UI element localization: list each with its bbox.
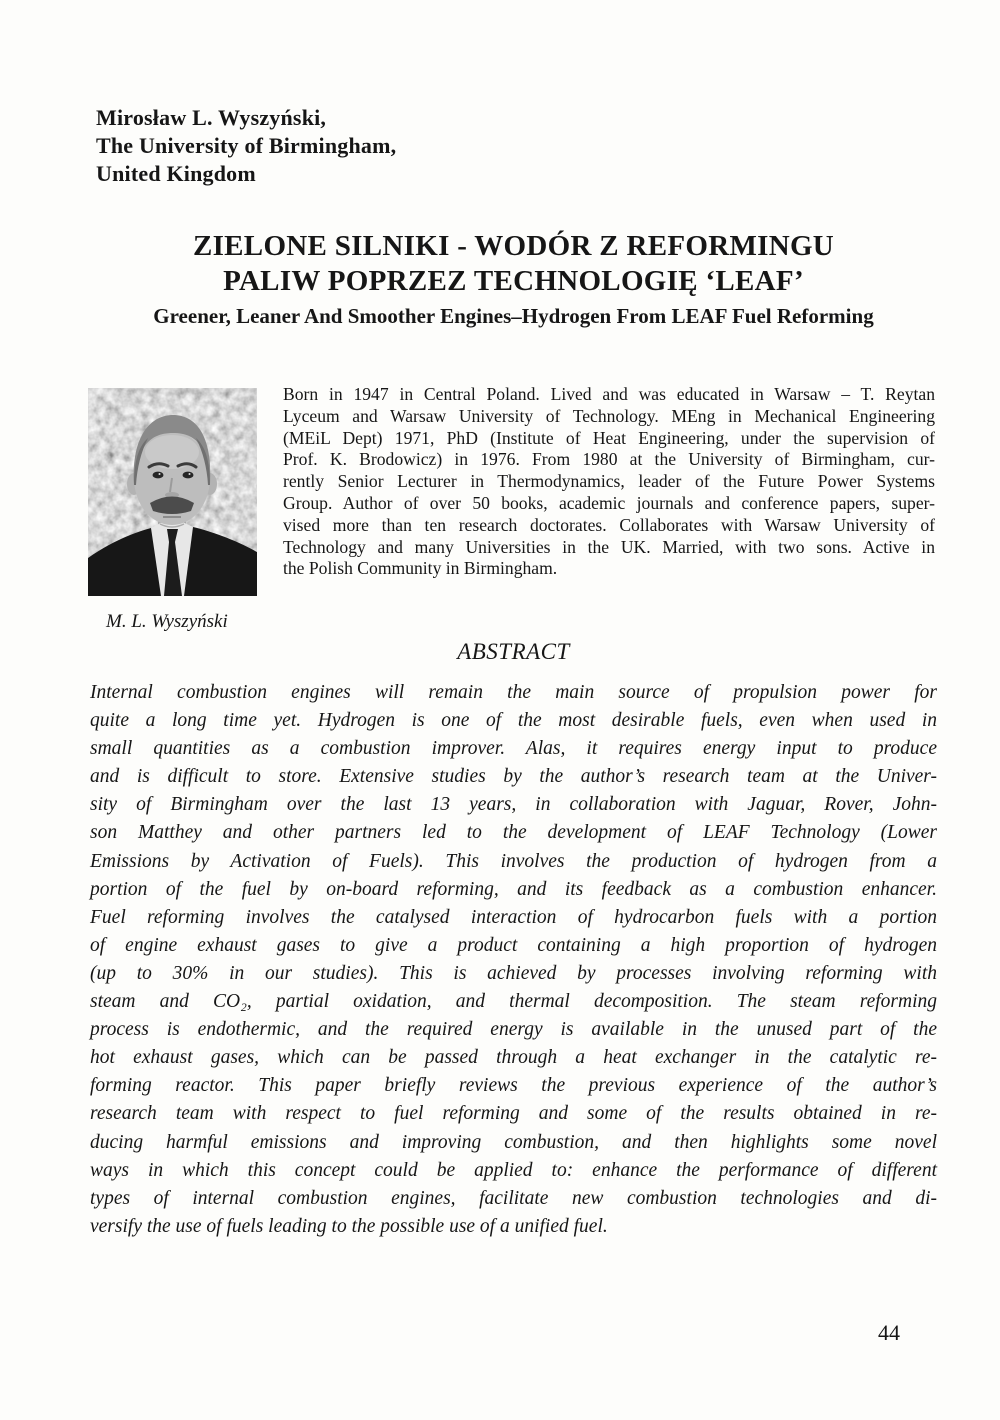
abstract-line: forming reactor. This paper briefly reviews the previous experience of the author’s [90,1075,937,1097]
bio-line: the Polish Community in Birmingham. [283,558,558,579]
abstract-line: of engine exhaust gases to give a product containing a high proportion of hydrogen [90,934,937,956]
bio-line: Group. Author of over 50 books, academic journals and conference papers, super- [283,492,935,513]
title-block [90,229,937,329]
abstract-line: (up to 30% in our studies). This is achieved by processes involving reforming with [90,962,937,984]
author-bio [283,384,935,580]
author-line: The University of Birmingham, [96,133,397,158]
abstract-line: and is difficult to store. Extensive studies by the author’s research team at the Univer- [90,766,937,788]
bio-line: Prof. K. Brodowicz) in 1976. From 1980 at the University of Birmingham, cur- [283,449,935,470]
abstract-line: sity of Birmingham over the last 13 years, in collaboration with Jaguar, Rover, John- [90,794,937,816]
paper-subtitle: Greener, Leaner And Smoother Engines–Hydrogen From LEAF Fuel Reforming [153,304,874,328]
abstract-line: quite a long time yet. Hydrogen is one of the most desirable fuels, even when used in [90,710,937,732]
abstract-line: process is endothermic, and the required energy is available in the unused part of the [90,1019,937,1041]
abstract-line: Fuel reforming involves the catalysed interaction of hydrocarbon fuels with a portion [90,906,937,928]
photo-caption: M. L. Wyszyński [106,611,228,632]
abstract-line: Emissions by Activation of Fuels). This involves the production of hydrogen from a [90,850,937,872]
paper-title-line: ZIELONE SILNIKI - WODÓR Z REFORMINGU [192,230,835,262]
page-number: 44 [878,1320,900,1345]
abstract-line: portion of the fuel by on-board reforming, and its feedback as a combustion enhancer. [90,878,937,900]
bio-line: Born in 1947 in Central Poland. Lived and was educated in Warsaw – T. Reytan [283,384,935,404]
abstract-heading: ABSTRACT [457,639,570,664]
abstract-line: hot exhaust gases, which can be passed through a heat exchanger in the catalytic re- [90,1047,937,1069]
abstract-line: types of internal combustion engines, facilitate new combustion technologies and di- [90,1187,937,1209]
bio-line: (MEiL Dept) 1971, PhD (Institute of Heat Engineering, under the supervision of [283,427,935,448]
paper-title [90,229,937,298]
bio-line: vised more than ten research doctorates. Collaborates with Warsaw University of [283,514,935,535]
abstract-line: research team with respect to fuel reforming and some of the results obtained in re- [90,1103,937,1125]
author-portrait-photo [88,388,257,596]
author-line: Mirosław L. Wyszyński, [96,105,327,130]
author-affiliation-block [96,104,396,188]
bio-line: Lyceum and Warsaw University of Technology. MEng in Mechanical Engineering [283,405,935,426]
abstract-body [90,679,937,1241]
abstract-line: steam and CO₂, partial oxidation, and thermal decomposition. The steam reforming [90,991,937,1013]
abstract-line: versify the use of fuels leading to the possible use of a unified fuel. [90,1215,608,1237]
bio-line: rently Senior Lecturer in Thermodynamics, leader of the Future Power Systems [283,471,935,492]
abstract-line: Internal combustion engines will remain the main source of propulsion power for [90,682,937,703]
paper-title-line: PALIW POPRZEZ TECHNOLOGIĘ ‘LEAF’ [223,264,804,297]
abstract-line: son Matthey and other partners led to the development of LEAF Technology (Lower [90,822,937,844]
abstract-line: ducing harmful emissions and improving combustion, and then highlights some novel [90,1131,937,1153]
portrait-image [88,388,257,596]
abstract-line: ways in which this concept could be applied to: enhance the performance of different [90,1159,937,1181]
bio-line: Technology and many Universities in the UK. Married, with two sons. Active in [283,536,935,557]
author-line: United Kingdom [96,161,256,186]
abstract-line: small quantities as a combustion improver. Alas, it requires energy input to produce [90,738,937,760]
